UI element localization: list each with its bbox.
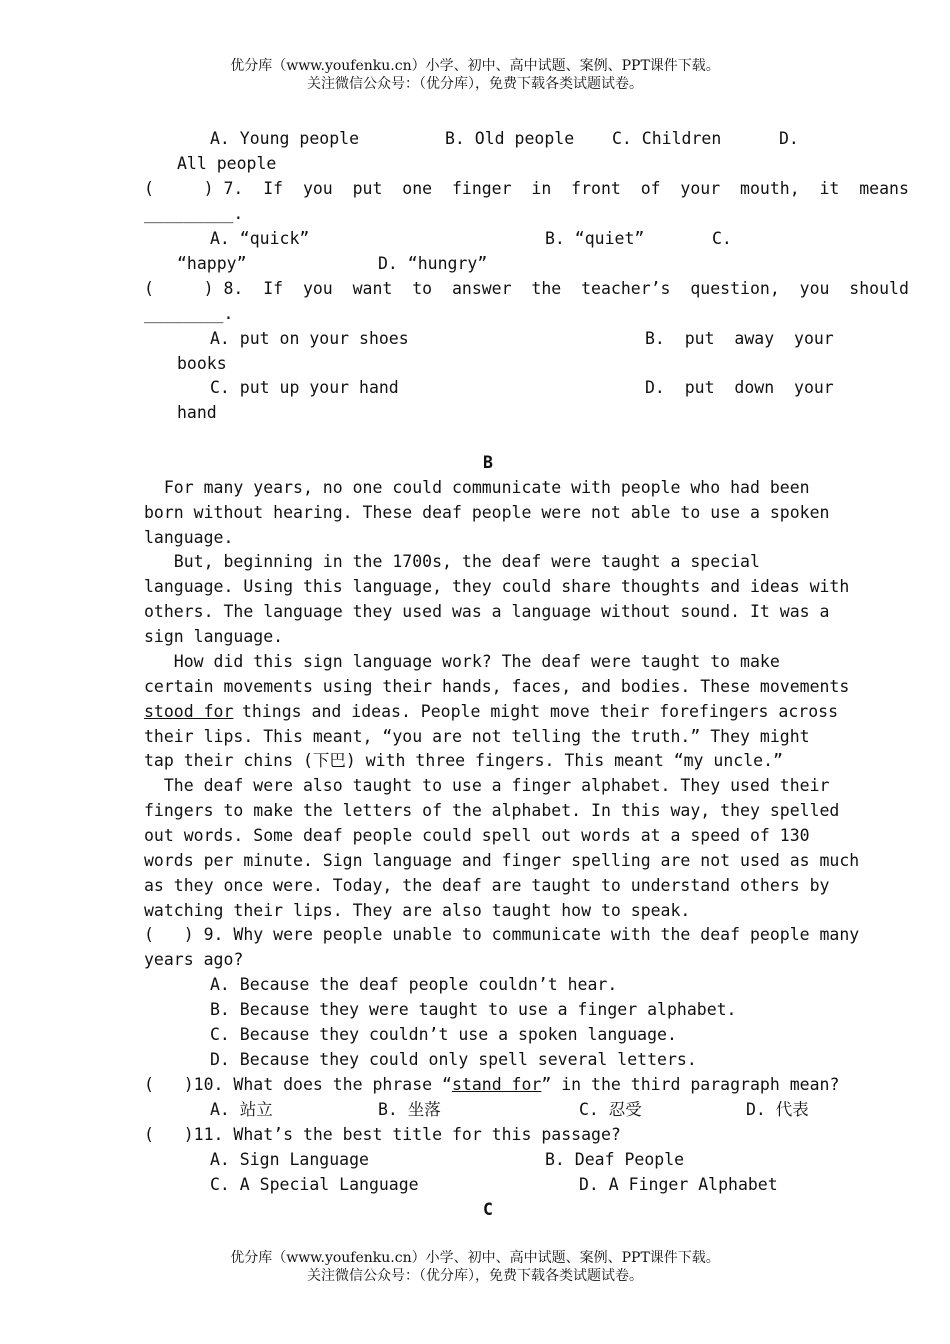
passage-line: their lips. This meant, “you are not telling the truth.” They might bbox=[144, 727, 810, 746]
q10-stem bbox=[144, 1072, 839, 1097]
footer-line-1: 优分库（www.youfenku.cn）小学、初中、高中试题、案例、PPT课件下载。 bbox=[230, 1250, 720, 1266]
passage-line: fingers to make the letters of the alphabet. In this way, they spelled bbox=[144, 801, 840, 820]
q6-option-d-cont: All people bbox=[177, 154, 277, 173]
q10-option-d: D. 代表 bbox=[746, 1100, 809, 1119]
q11-option-c: C. A Special Language bbox=[210, 1175, 419, 1194]
passage-line: born without hearing. These deaf people were not able to use a spoken bbox=[144, 503, 830, 522]
passage-line: sign language. bbox=[144, 627, 284, 646]
page-footer bbox=[0, 1249, 950, 1285]
q10-option-c: C. 忍受 bbox=[579, 1100, 642, 1119]
q10-phrase: stand for bbox=[451, 1075, 542, 1094]
q7-blank: _________. bbox=[144, 204, 244, 223]
passage-line: tap their chins (下巴) with three fingers. This meant “my uncle.” bbox=[144, 751, 783, 770]
passage-line: others. The language they used was a language without sound. It was a bbox=[144, 602, 830, 621]
q7-option-d: D. “hungry” bbox=[378, 254, 488, 273]
passage-line: How did this sign language work? The deaf were taught to make bbox=[144, 652, 780, 671]
q11-option-b: B. Deaf People bbox=[545, 1150, 685, 1169]
q11-stem: ( )11. What’s the best title for this passage? bbox=[144, 1125, 621, 1144]
underlined-phrase: stood for bbox=[144, 702, 234, 721]
header-line-1: 优分库（www.youfenku.cn）小学、初中、高中试题、案例、PPT课件下载。 bbox=[230, 58, 720, 74]
page-header bbox=[0, 57, 950, 93]
passage-line: watching their lips. They are also taught how to speak. bbox=[144, 901, 691, 920]
passage-line: words per minute. Sign language and finger spelling are not used as much bbox=[144, 851, 860, 870]
q7-option-c: C. bbox=[712, 229, 732, 248]
q7-option-b: B. “quiet” bbox=[545, 229, 645, 248]
q8-option-b: B. put away your bbox=[645, 329, 834, 348]
passage-line: For many years, no one could communicate with people who had been bbox=[144, 478, 810, 497]
q7-option-a: A. “quick” bbox=[210, 229, 310, 248]
q10-stem-pre: ( )10. What does the phrase “ bbox=[144, 1075, 452, 1094]
passage-line: The deaf were also taught to use a finger alphabet. They used their bbox=[144, 776, 830, 795]
passage-line: as they once were. Today, the deaf are taught to understand others by bbox=[144, 876, 830, 895]
passage-line: things and ideas. People might move their forefingers across bbox=[242, 702, 839, 721]
q10-option-b: B. 坐落 bbox=[378, 1100, 441, 1119]
q11-option-a: A. Sign Language bbox=[210, 1150, 369, 1169]
passage-line: language. Using this language, they could share thoughts and ideas with bbox=[144, 577, 850, 596]
q8-stem: ( ) 8. If you want to answer the teacher’s question, you should bbox=[144, 279, 909, 298]
q6-option-d: D. bbox=[779, 129, 799, 148]
q8-blank: ________. bbox=[144, 304, 234, 323]
q10-option-a: A. 站立 bbox=[210, 1100, 273, 1119]
q8-option-d-cont: hand bbox=[177, 403, 217, 422]
section-b-title: B bbox=[483, 453, 493, 472]
header-line-2: 关注微信公众号：（优分库），免费下载各类试题试卷。 bbox=[307, 76, 643, 92]
passage-line: language. bbox=[144, 528, 234, 547]
q8-option-c: C. put up your hand bbox=[210, 378, 399, 397]
q9-option-b: B. Because they were taught to use a finger alphabet. bbox=[210, 1000, 737, 1019]
passage-line: out words. Some deaf people could spell out words at a speed of 130 bbox=[144, 826, 810, 845]
q6-option-c: C. Children bbox=[612, 129, 722, 148]
section-c-title: C bbox=[483, 1200, 493, 1219]
q7-stem: ( ) 7. If you put one finger in front of your mouth, it means bbox=[144, 179, 909, 198]
q10-stem-post: ” in the third paragraph mean? bbox=[541, 1075, 840, 1094]
q6-option-b: B. Old people bbox=[445, 129, 575, 148]
q6-option-a: A. Young people bbox=[210, 129, 360, 148]
q7-option-c-cont: “happy” bbox=[177, 254, 247, 273]
q9-stem: ( ) 9. Why were people unable to communicate with the deaf people many bbox=[144, 925, 860, 944]
q8-option-a: A. put on your shoes bbox=[210, 329, 409, 348]
q9-option-a: A. Because the deaf people couldn’t hear. bbox=[210, 975, 618, 994]
q9-option-d: D. Because they could only spell several letters. bbox=[210, 1050, 697, 1069]
footer-line-2: 关注微信公众号：（优分库），免费下载各类试题试卷。 bbox=[307, 1268, 643, 1284]
q9-option-c: C. Because they couldn’t use a spoken language. bbox=[210, 1025, 677, 1044]
q8-option-d: D. put down your bbox=[645, 378, 834, 397]
passage-line: certain movements using their hands, faces, and bodies. These movements bbox=[144, 677, 850, 696]
q8-option-b-cont: books bbox=[177, 354, 227, 373]
q11-option-d: D. A Finger Alphabet bbox=[579, 1175, 778, 1194]
q9-stem-cont: years ago? bbox=[144, 950, 244, 969]
passage-line: But, beginning in the 1700s, the deaf were taught a special bbox=[144, 552, 760, 571]
